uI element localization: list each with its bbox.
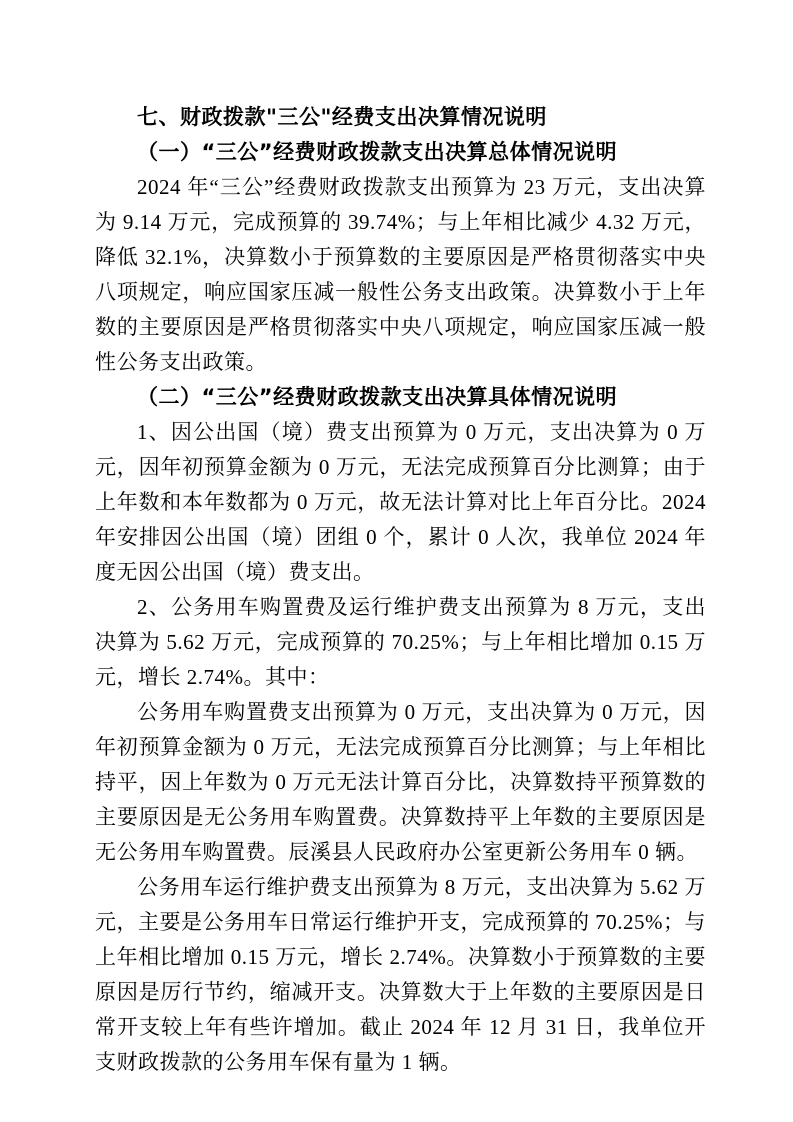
subsection-heading-overall-situation: （一）“三公”经费财政拨款支出决算总体情况说明 bbox=[137, 140, 618, 164]
paragraph-overseas-travel-expense: 1、因公出国（境）费支出预算为 0 万元，支出决算为 0 万元，因年初预算金额为 0 万元，无法完成预算百分比测算；由于上年数和本年数都为 0 万元，故无法计算对比上年百分比。2024 年安排因公出国（境）团组 0 个，累计 0 人次，我单位 2024 年度无因公出国（境）费支出。 bbox=[95, 420, 706, 584]
paragraph-vehicle-maintenance-expense: 公务用车运行维护费支出预算为 8 万元，支出决算为 5.62 万元，主要是公务用车日常运行维护开支，完成预算的 70.25%；与上年相比增加 0.15 万元，增长 2.74%。决算数小于预算数的主要原因是厉行节约，缩减开支。决算数大于上年数的主要原因是日常开支较上年有些许增加。截止 2024 年 12 月 31 日，我单位开支财政拨款的公务用车保有量为 1 辆。 bbox=[95, 875, 706, 1074]
section-heading-three-public-funds: 七、财政拨款"三公"经费支出决算情况说明 bbox=[137, 105, 547, 129]
document-body bbox=[95, 100, 706, 1080]
subsection-heading-specific-situation: （二）“三公”经费财政拨款支出决算具体情况说明 bbox=[137, 385, 618, 409]
paragraph-vehicle-purchase-and-maintenance-summary: 2、公务用车购置费及运行维护费支出预算为 8 万元，支出决算为 5.62 万元，完成预算的 70.25%；与上年相比增加 0.15 万元，增长 2.74%。其中： bbox=[95, 595, 706, 689]
paragraph-overall-budget-summary: 2024 年“三公”经费财政拨款支出预算为 23 万元，支出决算为 9.14 万元，完成预算的 39.74%；与上年相比减少 4.32 万元，降低 32.1%，决算数小于预算数的主要原因是严格贯彻落实中央八项规定，响应国家压减一般性公务支出政策。决算数小于上年数的主要原因是严格贯彻落实中央八项规定，响应国家压减一般性公务支出政策。 bbox=[95, 175, 706, 374]
paragraph-vehicle-purchase-expense: 公务用车购置费支出预算为 0 万元，支出决算为 0 万元，因年初预算金额为 0 万元，无法完成预算百分比测算；与上年相比持平，因上年数为 0 万元无法计算百分比，决算数持平预算数的主要原因是无公务用车购置费。决算数持平上年数的主要原因是无公务用车购置费。辰溪县人民政府办公室更新公务用车 0 辆。 bbox=[95, 700, 706, 864]
